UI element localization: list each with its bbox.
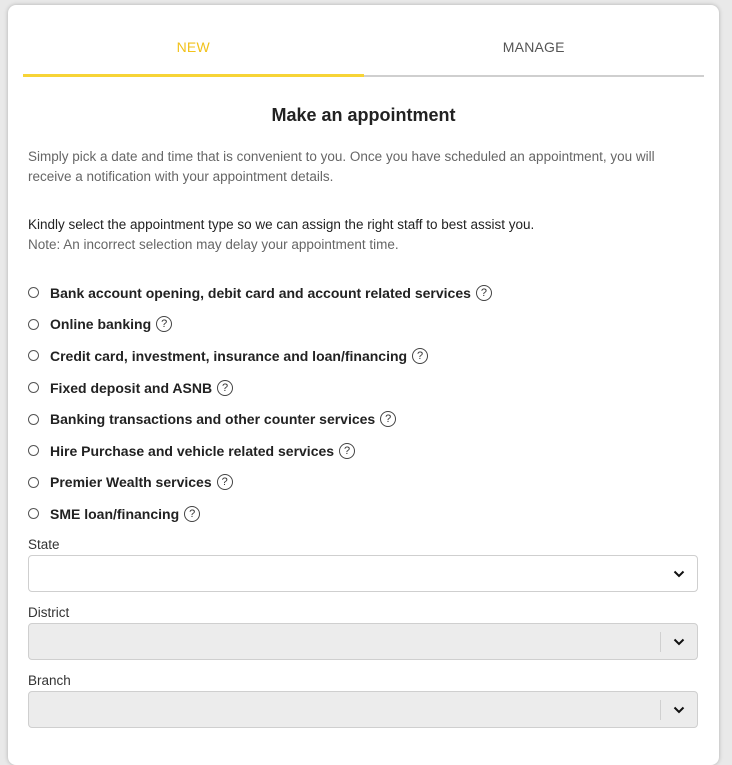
help-icon[interactable]: ? <box>380 411 396 427</box>
radio-button[interactable] <box>28 350 39 361</box>
option-label: Credit card, investment, insurance and loan/financing <box>50 347 408 364</box>
tab-manage[interactable]: MANAGE <box>364 5 705 77</box>
select-separator <box>660 700 661 720</box>
help-icon[interactable]: ? <box>217 474 233 490</box>
radio-button[interactable] <box>28 508 39 519</box>
radio-button[interactable] <box>28 287 39 298</box>
radio-button[interactable] <box>28 445 39 456</box>
branch-label: Branch <box>28 673 71 688</box>
select-separator <box>660 632 661 652</box>
help-icon[interactable]: ? <box>156 316 172 332</box>
appointment-type-option[interactable] <box>28 309 698 341</box>
option-label: Premier Wealth services <box>50 474 212 491</box>
help-icon[interactable]: ? <box>476 285 492 301</box>
help-icon[interactable]: ? <box>412 348 428 364</box>
district-select[interactable] <box>28 623 698 660</box>
radio-button[interactable] <box>28 382 39 393</box>
note-text: Note: An incorrect selection may delay your appointment time. <box>28 237 399 252</box>
option-label: Hire Purchase and vehicle related services <box>50 442 335 459</box>
option-label: Bank account opening, debit card and account related services <box>50 284 471 301</box>
help-icon[interactable]: ? <box>184 506 200 522</box>
intro-text: Simply pick a date and time that is convenient to you. Once you have scheduled an appointment, you will receive a notification with your appointment details. <box>28 149 655 184</box>
chevron-down-icon <box>673 636 685 648</box>
appointment-type-option[interactable] <box>28 277 698 309</box>
appointment-type-option[interactable] <box>28 340 698 372</box>
tab-new[interactable]: NEW <box>23 5 364 77</box>
tab-bar <box>23 5 704 77</box>
state-select[interactable] <box>28 555 698 592</box>
instruction-text: Kindly select the appointment type so we can assign the right staff to best assist you. <box>28 217 535 232</box>
radio-button[interactable] <box>28 319 39 330</box>
help-icon[interactable]: ? <box>217 380 233 396</box>
page-title: Make an appointment <box>271 105 456 125</box>
option-label: SME loan/financing <box>50 505 180 522</box>
instruction-block <box>28 215 698 255</box>
appointment-card <box>8 5 719 765</box>
branch-select[interactable] <box>28 691 698 728</box>
radio-button[interactable] <box>28 414 39 425</box>
option-label: Fixed deposit and ASNB <box>50 379 213 396</box>
appointment-type-option[interactable] <box>28 403 698 435</box>
chevron-down-icon <box>673 568 685 580</box>
radio-button[interactable] <box>28 477 39 488</box>
option-label: Banking transactions and other counter services <box>50 411 376 428</box>
appointment-type-option[interactable] <box>28 372 698 404</box>
option-label: Online banking <box>50 316 152 333</box>
state-label: State <box>28 537 60 552</box>
help-icon[interactable]: ? <box>339 443 355 459</box>
appointment-type-list <box>28 277 698 530</box>
appointment-type-option[interactable] <box>28 435 698 467</box>
chevron-down-icon <box>673 704 685 716</box>
appointment-type-option[interactable] <box>28 467 698 499</box>
district-label: District <box>28 605 70 620</box>
appointment-type-option[interactable] <box>28 498 698 530</box>
